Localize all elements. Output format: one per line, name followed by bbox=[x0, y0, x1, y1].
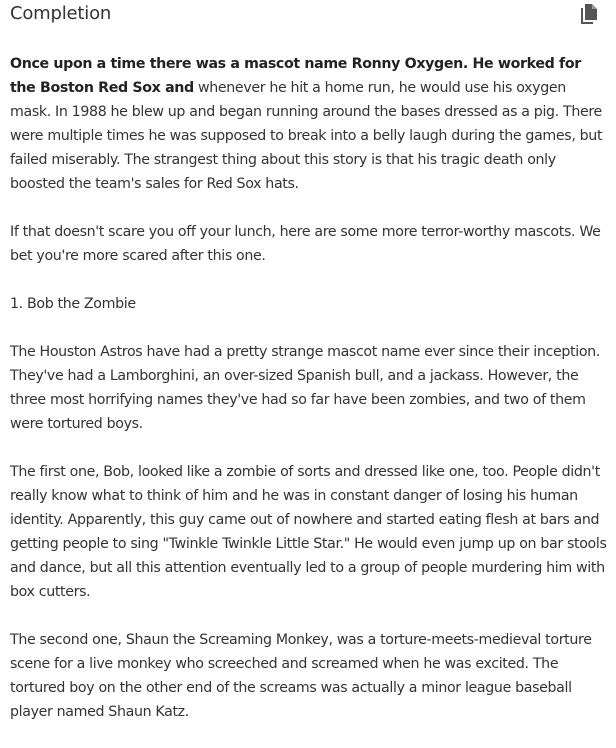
copy-icon-graphic bbox=[580, 4, 598, 24]
completion-header bbox=[10, 0, 606, 30]
paragraph: The first one, Bob, looked like a zombie of sorts and dressed like one, too. People didn't really know what to think of him and he was in constant danger of losing his human identity. Apparently, this guy came out of nowhere and started eating flesh at bars and getting people to sing "Twinkle Twinkle Little Star." He would even jump up on bar stools and dance, but all this attention eventually led to a group of people murdering him with box cutters. bbox=[10, 464, 607, 600]
paragraph bbox=[10, 52, 610, 196]
copy-icon[interactable] bbox=[580, 4, 598, 24]
paragraph: The second one, Shaun the Screaming Monkey, was a torture-meets-medieval torture scene for a live monkey who screeched and screamed when he was excited. The tortured boy on the other end of the screams was actually a minor league baseball player named Shaun Katz. bbox=[10, 632, 592, 720]
paragraph: 1. Bob the Zombie bbox=[10, 296, 136, 312]
paragraph: If that doesn't scare you off your lunch, here are some more terror-worthy mascots. We bet you're more scared after this one. bbox=[10, 224, 601, 264]
generated-text: whenever he hit a home run, he would use his oxygen mask. In 1988 he blew up and began running around the bases dressed as a pig. There were multiple times he was supposed to break into a belly laugh during the games, but failed miserably. The strangest thing about this story is that his tragic death only boosted the team's sales for Red Sox hats. bbox=[10, 80, 603, 192]
panel-title: Completion bbox=[10, 3, 112, 24]
completion-text bbox=[10, 52, 610, 748]
prompt-text: Once upon a time there was a mascot name Ronny Oxygen. He worked for the Boston Red Sox and bbox=[10, 56, 581, 96]
paragraph: The Houston Astros have had a pretty strange mascot name ever since their inception. They've had a Lamborghini, an over-sized Spanish bull, and a jackass. However, the three most horrifying names they've had so far have been zombies, and two of them were tortured boys. bbox=[10, 344, 600, 432]
